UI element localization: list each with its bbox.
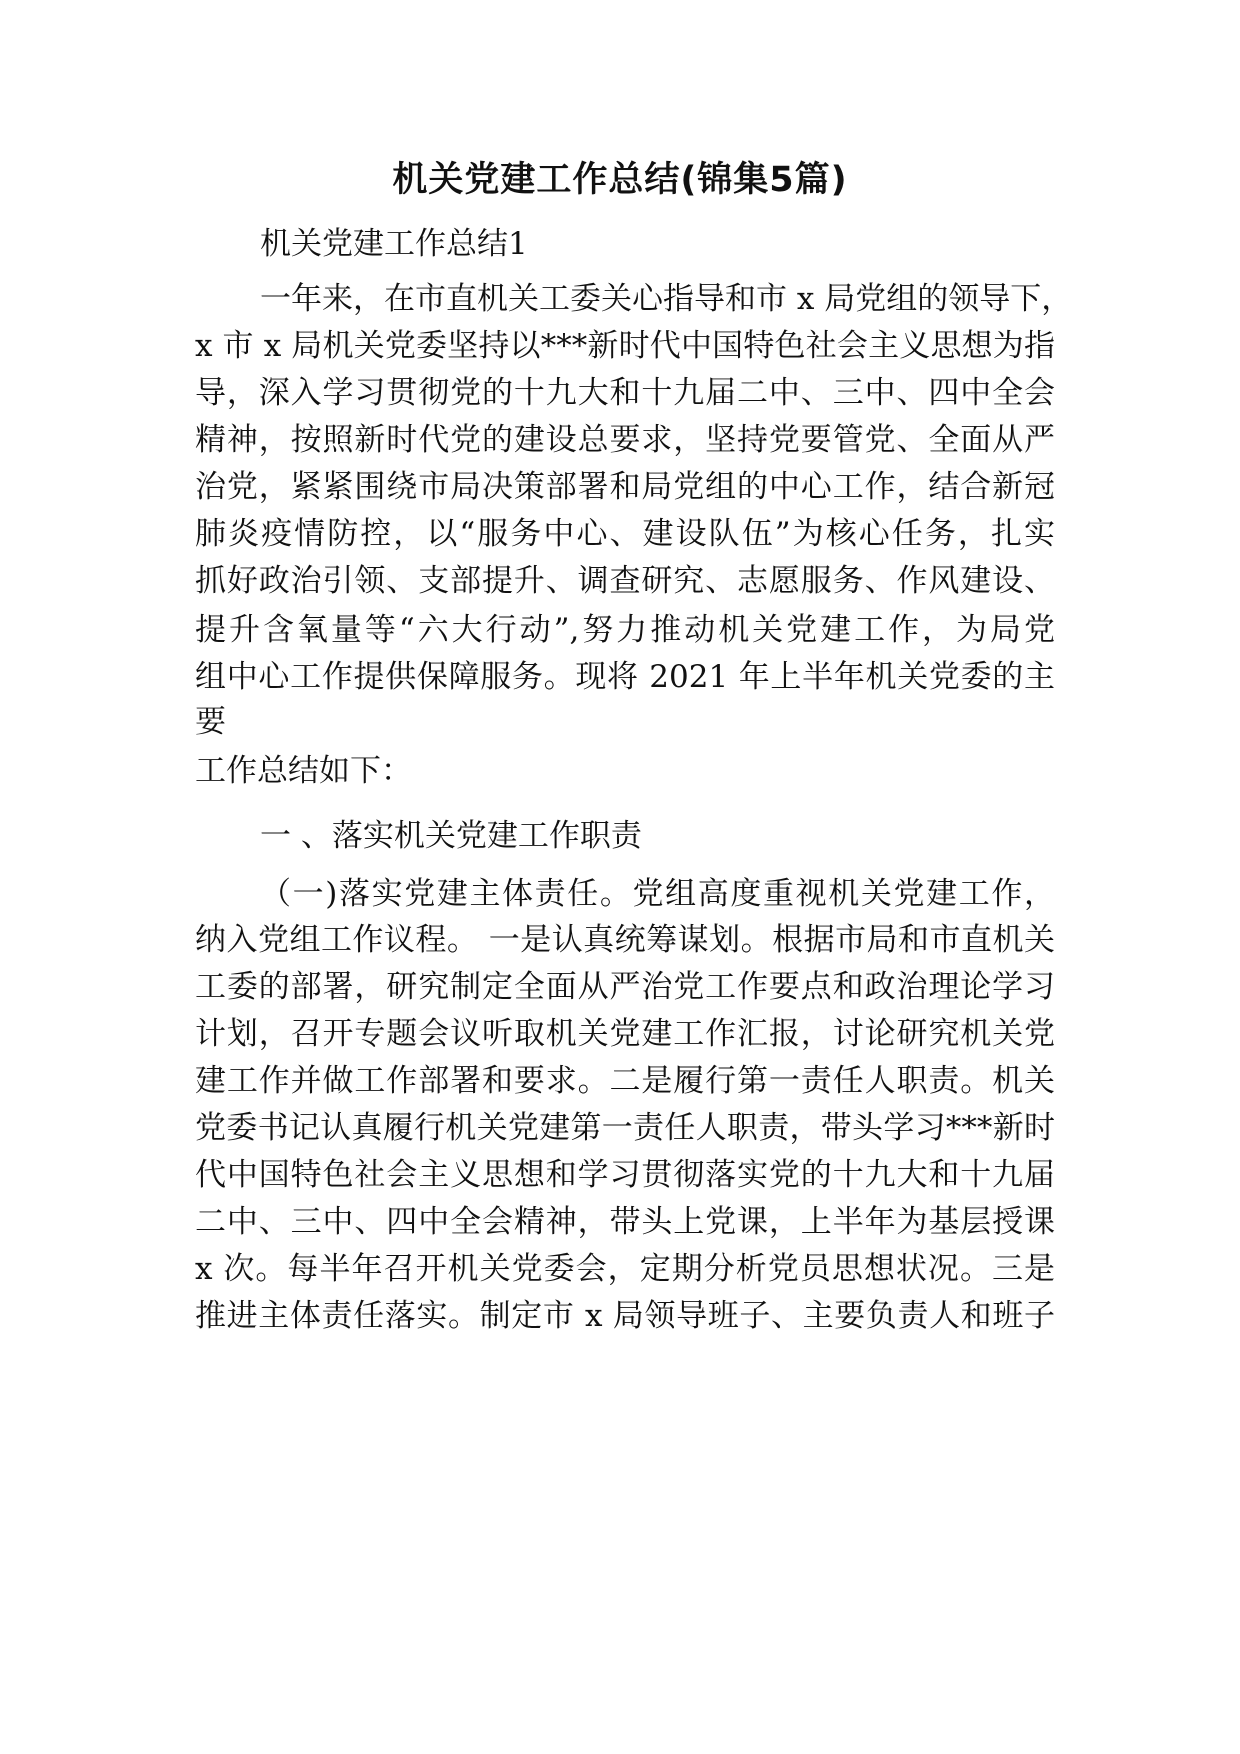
paragraph-line: 工作总结如下： bbox=[195, 753, 412, 789]
paragraph-line: x 次。每半年召开机关党委会，定期分析党员思想状况。三是 bbox=[195, 1251, 1055, 1287]
paragraph-line: x 市 x 局机关党委坚持以***新时代中国特色社会主义思想为指 bbox=[195, 328, 1055, 364]
paragraph-line: 抓好政治引领、支部提升、调查研究、志愿服务、作风建设、 bbox=[195, 563, 1055, 599]
section-heading: 一 、落实机关党建工作职责 bbox=[260, 818, 642, 854]
paragraph-line: 计划，召开专题会议听取机关党建工作汇报，讨论研究机关党 bbox=[195, 1016, 1055, 1052]
paragraph-line: 一年来，在市直机关工委关心指导和市 x 局党组的领导下， bbox=[260, 281, 1073, 317]
paragraph-line: 二中、三中、四中全会精神，带头上党课，上半年为基层授课 bbox=[195, 1204, 1055, 1240]
paragraph-line: 精神，按照新时代党的建设总要求，坚持党要管党、全面从严 bbox=[195, 422, 1055, 458]
paragraph-line: 党委书记认真履行机关党建第一责任人职责，带头学习***新时 bbox=[195, 1110, 1055, 1146]
paragraph-line: 建工作并做工作部署和要求。二是履行第一责任人职责。机关 bbox=[195, 1063, 1055, 1099]
paragraph-line: 代中国特色社会主义思想和学习贯彻落实党的十九大和十九届 bbox=[195, 1157, 1055, 1193]
paragraph-line: 肺炎疫情防控，以“服务中心、建设队伍”为核心任务，扎实 bbox=[195, 516, 1055, 552]
paragraph-line: 工委的部署，研究制定全面从严治党工作要点和政治理论学习 bbox=[195, 969, 1055, 1005]
paragraph-line: 治党，紧紧围绕市局决策部署和局党组的中心工作，结合新冠 bbox=[195, 469, 1055, 505]
paragraph-line: 要 bbox=[195, 704, 226, 740]
paragraph-line: 组中心工作提供保障服务。现将 2021 年上半年机关党委的主 bbox=[195, 659, 1055, 695]
paragraph-line: 导，深入学习贯彻党的十九大和十九届二中、三中、四中全会 bbox=[195, 375, 1055, 411]
paragraph-line: 提升含氧量等“六大行动”,努力推动机关党建工作，为局党 bbox=[195, 612, 1055, 648]
paragraph-line: 纳入党组工作议程。 一是认真统筹谋划。根据市局和市直机关 bbox=[195, 922, 1055, 958]
paragraph-line: 推进主体责任落实。制定市 x 局领导班子、主要负责人和班子 bbox=[195, 1298, 1055, 1334]
section-subtitle: 机关党建工作总结1 bbox=[260, 226, 528, 262]
paragraph-line: （一)落实党建主体责任。党组高度重视机关党建工作， bbox=[260, 876, 1055, 912]
document-title: 机关党建工作总结(锦集5篇) bbox=[392, 160, 848, 200]
